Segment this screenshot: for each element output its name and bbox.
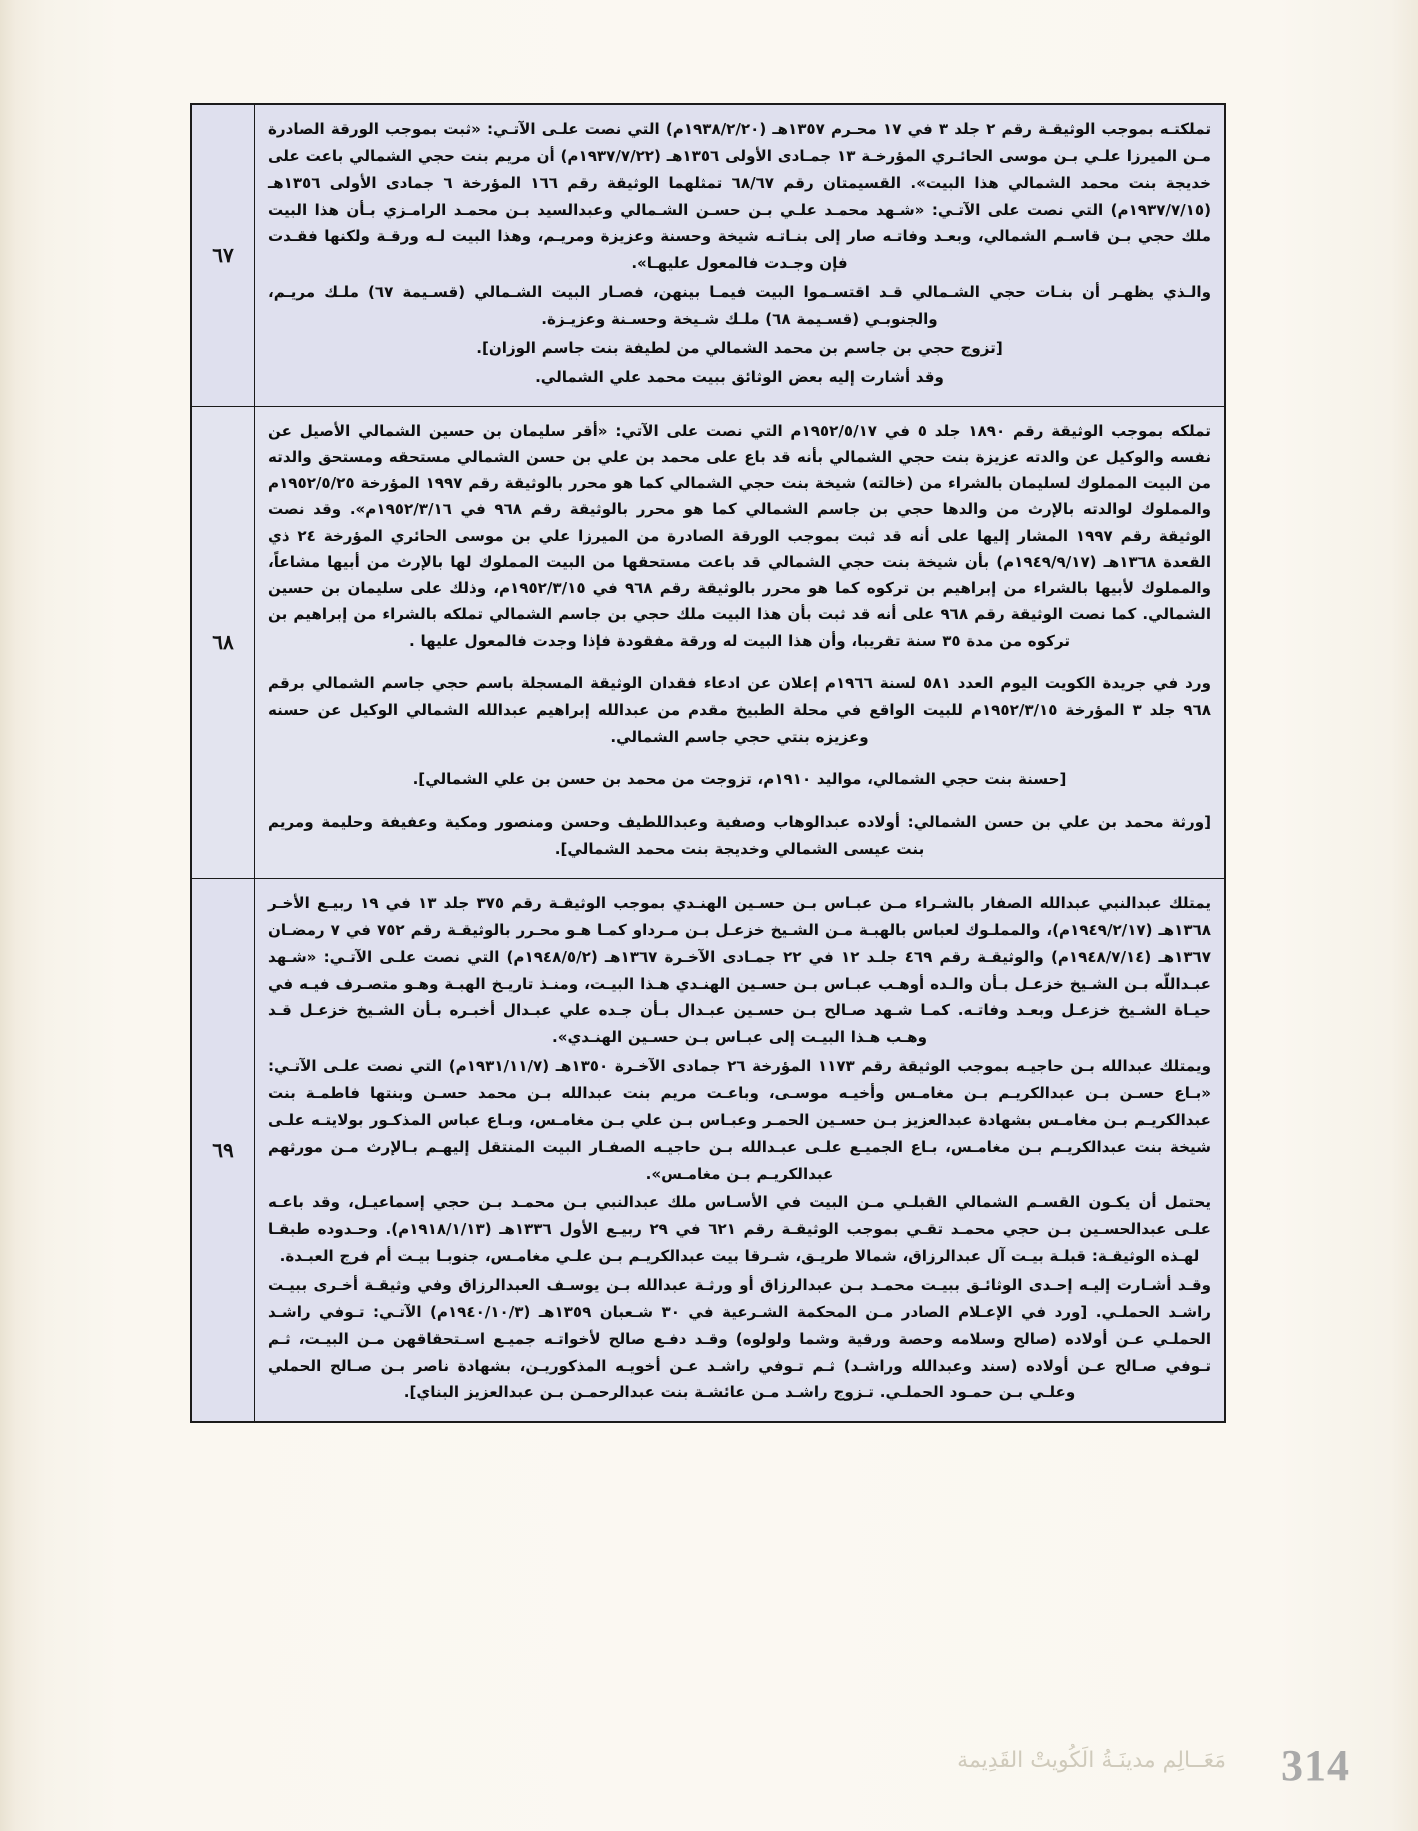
page-number: 314	[1281, 1741, 1350, 1790]
record-paragraph: وقد أشارت إليه بعض الوثائق ببيت محمد علي الشمالي.	[535, 367, 944, 386]
record-paragraph: [تزوج حجي بن جاسم بن محمد الشمالي من لطيفة بنت جاسم الوزان].	[476, 338, 1003, 357]
record-body-cell	[255, 879, 1226, 1423]
record-number: ٦٧	[191, 104, 255, 406]
records-table	[190, 103, 1226, 1423]
record-paragraph: ورد في جريدة الكويت اليوم العدد ٥٨١ لسنة ١٩٦٦م إعلان عن ادعاء فقدان الوثيقة المسجلة باسم حجي جاسم الشمالي برقم ٩٦٨ جلد ٣ المؤرخة ١٩٥٢/٣/١٥م للبيت الواقع في محلة الطبيخ مقدم من عبدالله إبراهيم عبدالله الشمالي الوكيل عن حسنه وعزيزه بنتي حجي جاسم الشمالي.	[268, 673, 1211, 746]
record-paragraph: [ورثة محمد بن علي بن حسن الشمالي: أولاده عبدالوهاب وصفية وعبداللطيف وحسن ومنصور ومكية وعفيفة وحليمة ومريم بنت عيسى الشمالي وخديجة بنت محمد الشمالي].	[268, 813, 1211, 859]
record-number: ٦٩	[191, 879, 255, 1423]
record-paragraph: [حسنة بنت حجي الشمالي، مواليد ١٩١٠م، تزوجت من محمد بن حسن بن علي الشمالي].	[412, 770, 1067, 789]
record-number: ٦٨	[191, 406, 255, 878]
record-body-cell	[255, 406, 1226, 878]
record-paragraph: تملكه بموجب الوثيقة رقم ١٨٩٠ جلد ٥ في ١٩٥٢/٥/١٧م التي نصت على الآتي: «أقر سليمان بن حسين الشمالي الأصيل عن نفسه والوكيل عن والدته عزيزة بنت حجي الشمالي بأنه قد باع على محمد بن علي بن حسن الشمالي مستحقه ومستحق والدته من البيت المملوك لسليمان بالشراء من (خالته) شيخة بنت حجي الشمالي كما هو محرر بالوثيقة رقم ١٩٩٧ المؤرخة ١٩٥٢/٥/٢٥م والمملوك لوالدته بالإرث من والدها حجي بن جاسم الشمالي كما هو محرر بالوثيقة رقم ٩٦٨ في ١٩٥٢/٣/١٦م». وقد نصت الوثيقة رقم ١٩٩٧ المشار إليها على أنه قد ثبت بموجب الورقة الصادرة من الميرزا علي بن موسى الحائري المؤرخة ٢٤ ذي القعدة ١٣٦٨هـ (١٩٤٩/٩/١٧م) بأن شيخة بنت حجي الشمالي قد باعت مستحقها من البيت المملوك لها بالإرث من أبيها مشاعاً، والمملوك لأبيها بالشراء من إبراهيم بن تركوه كما هو محرر بالوثيقة رقم ٩٦٨ في ١٩٥٢/٣/١٥م، وذلك على سليمان بن حسين الشمالي. كما نصت الوثيقة رقم ٩٦٨ على أنه قد ثبت بأن هذا البيت ملك حجي بن جاسم الشمالي تملكه بالشراء من إبراهيم بن تركوه من مدة ٣٥ سنة تقريبا، وأن هذا البيت له ورقة مفقودة فإذا وجدت فالمعول عليها .	[268, 421, 1212, 650]
record-paragraph: والـذي يظهـر أن بنـات حجي الشـمالي قـد اقتسـموا البيت فيمـا بينهن، فصـار البيت الشـمالي (قسـيمة ٦٧) ملـك مريـم، والجنوبـي (قسـيمة ٦٨) ملـك شـيخة وحسـنة وعزيـزة.	[268, 283, 1211, 329]
record-paragraph: ويمتلك عبدالله بـن حاجيـه بموجب الوثيقة رقم ١١٧٣ المؤرخة ٢٦ جمادى الآخـرة ١٣٥٠هـ (١٩٣١/١١/٧م) التي نصت علـى الآتـي: «بـاع حسـن بـن عبدالكريـم بـن مغامـس وأخيـه موسـى، وباعـت مريم بنت عبدالله بـن محمد حسـن وبنتها فاطمـة بنت عبدالكريـم بـن مغامـس بشهادة عبدالعزيز بـن حسـين الحمـر وعبـاس بـن علي بـن مغامـس، وبـاع عباس المذكـور بولايتـه علـى شيخة بنت عبدالكريـم بـن مغامـس، بـاع الجميـع علـى عبـدالله بـن حاجيـه الصفـار البيت المنتقل إليهـم بـالإرث مـن مورثهم عبدالكريـم بـن مغامـس».	[268, 1057, 1211, 1183]
record-body-cell	[255, 104, 1226, 406]
record-paragraph: تملكتـه بموجب الوثيقـة رقم ٢ جلد ٣ في ١٧ محـرم ١٣٥٧هـ (١٩٣٨/٢/٢٠م) التي نصت علـى الآتـي: «ثبت بموجب الورقة الصادرة مـن الميرزا علـي بـن موسى الحائـري المؤرخـة ١٣ جمـادى الأولى ١٣٥٦هـ (١٩٣٧/٧/٢٢م) أن مريم بنت حجي الشمالي باعت على خديجة بنت محمد الشمالي هذا البيت». القسيمتان رقم ٦٨/٦٧ تمثلهما الوثيقة رقم ١٦٦ المؤرخة ٦ جمادى الأولى ١٣٥٦هـ (١٩٣٧/٧/١٥م) التي نصت على الآتـي: «شـهد محمـد علـي بـن حسـن الشـمالي وعبدالسيد بـن محمـد الرامـزي بـأن هذا البيت ملك حجي بـن قاسـم الشمالي، وبعـد وفاتـه صار إلى بنـاتـه شيخة وحسنة وعزيزة ومريـم، وهذا البيت لـه ورقـة ولكنها فقـدت فإن وجـدت فالمعول عليهـا».	[268, 120, 1212, 273]
record-paragraph: يحتمل أن يكـون القسـم الشمالي القبلـي مـن البيت في الأسـاس ملك عبدالنبي بـن محمـد بـن حجي إسماعيـل، وقد باعـه علـى عبدالحسـين بـن حجي محمـد تقـي بموجب الوثيقـة رقم ٦٢١ في ٢٩ ربيـع الأول ١٣٣٦هـ (١٩١٨/١/١٣م). وحـدوده طبقـا لهـذه الوثيقـة: قبلـة بيـت آل عبدالرزاق، شمالا طريـق، شـرقا بيت عبدالكريـم بـن علـي مغامـس، جنوبـا بيـت أم فرج العبـدة.	[268, 1193, 1211, 1266]
footer-book-title: مَعَــالِم مدينَـةُ الَكُويتْ القَدِيمة	[957, 1748, 1226, 1773]
record-paragraph: يمتلك عبدالنبي عبدالله الصفار بالشـراء مـن عبـاس بـن حسـين الهنـدي بموجب الوثيقـة رقم ٣٧٥ جلد ١٣ في ١٩ ربيـع الأخـر ١٣٦٨هـ (١٩٤٩/٢/١٧م)، والمملـوك لعباس بالهبـة مـن الشـيخ خزعـل بـن مـرداو كمـا هـو محـرر بالوثيقـة رقم ٧٥٢ في ٧ رمضـان ١٣٦٧هـ (١٩٤٨/٧/١٤م) والوثيقـة رقم ٤٦٩ جلـد ١٢ في ٢٢ جمـادى الآخـرة ١٣٦٧هـ (١٩٤٨/٥/٢م) التي نصت علـى الآتـي: «شـهد عبـداللّه بـن الشـيخ خزعـل بـأن والـده أوهـب عبـاس بـن حسـين الهنـدي هـذا البيـت، ومنـذ تاريـخ الهبـة وهـو متصـرف فيـه في حيـاة الشـيخ خزعـل وبعـد وفاتـه. كمـا شـهد صـالح بـن حسـين عبـدال بـأن جـده علي عبـدال أخبـره بـأن الشـيخ خزعـل قـد وهـب هـذا البيـت إلى عبـاس بـن حسـين الهنـدي».	[268, 894, 1212, 1047]
table-row	[191, 879, 1225, 1423]
page-footer	[0, 1713, 1418, 1803]
record-paragraph: وقـد أشـارت إليـه إحـدى الوثائـق ببيـت محمـد بـن عبدالرزاق أو ورثـة عبدالله بـن يوسـف العبدالرزاق وفي وثيقـة أخـرى ببيـت راشـد الحملـي. [ورد في الإعـلام الصادر مـن المحكمة الشـرعية في ٣٠ شـعبان ١٣٥٩هـ (١٩٤٠/١٠/٣م) الآتـي: تـوفي راشـد الحملـي عـن أولاده (صالح وسلامه وحصة ورقية وشما ولولوه) وقـد دفـع صالح لأخواتـه جميـع اسـتحقاقهن مـن البيـت، ثـم تـوفي صـالح عـن أولاده (سند وعبدالله وراشـد) ثـم تـوفي راشـد عـن أخويـه المذكوريـن، بشهادة ناصر بـن صـالح الحملي وعلـي بـن حمـود الحملـي. تـزوج راشـد مـن عائشـة بنت عبدالرحمـن بـن عبدالعزيز البناي].	[268, 1276, 1212, 1402]
table-row	[191, 104, 1225, 406]
table-row	[191, 406, 1225, 878]
